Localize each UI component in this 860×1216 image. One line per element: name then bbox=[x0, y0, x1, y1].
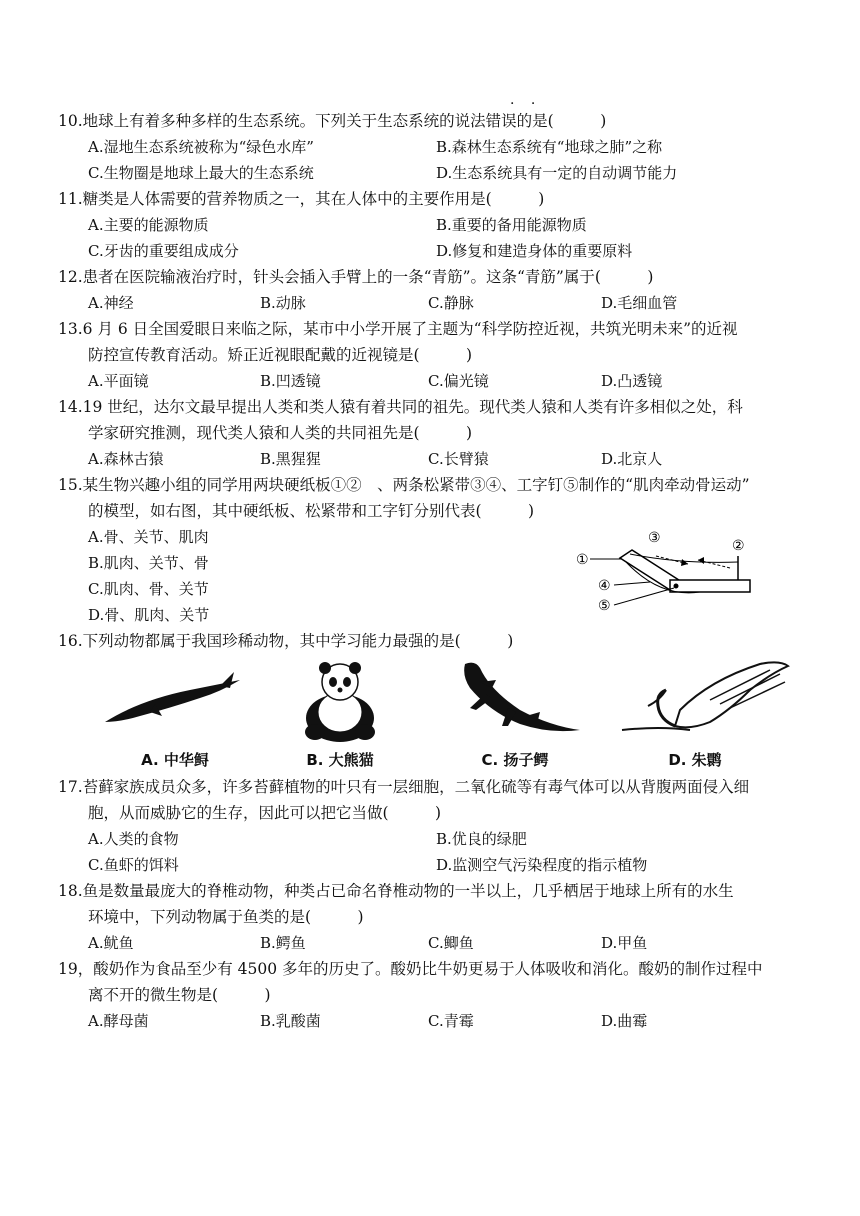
options-row bbox=[58, 826, 828, 852]
figure-label-4: ④ bbox=[598, 578, 611, 594]
question-stem-continued: 学家研究推测，现代类人猿和人类的共同祖先是( ) bbox=[88, 424, 473, 442]
option-a[interactable]: A.酵母菌 bbox=[88, 1012, 149, 1030]
options-row bbox=[58, 238, 828, 264]
option-c[interactable]: C.青霉 bbox=[428, 1012, 474, 1030]
leader-line bbox=[614, 582, 650, 585]
question-11 bbox=[58, 186, 828, 264]
option-a[interactable]: A.骨、关节、肌肉 bbox=[88, 528, 209, 546]
question-18 bbox=[58, 878, 828, 956]
question-14 bbox=[58, 394, 828, 472]
option-b[interactable]: B.黑猩猩 bbox=[260, 450, 321, 468]
figure-label-2: ② bbox=[732, 538, 745, 554]
ibis-icon bbox=[620, 660, 790, 742]
animal-options bbox=[100, 660, 790, 770]
option-b[interactable]: B.肌肉、关节、骨 bbox=[88, 554, 209, 572]
option-d[interactable]: D.生态系统具有一定的自动调节能力 bbox=[436, 164, 678, 182]
question-stem: 15.某生物兴趣小组的同学用两块硬纸板①② 、两条松紧带③④、工字钉⑤制作的“肌肉牵动骨运动” bbox=[58, 476, 750, 494]
option-b[interactable]: B.凹透镜 bbox=[260, 372, 321, 390]
question-stem-continued: 的模型，如右图，其中硬纸板、松紧带和工字钉分别代表( ) bbox=[88, 502, 535, 520]
question-12 bbox=[58, 264, 828, 316]
question-stem: 14.19 世纪，达尔文最早提出人类和类人猿有着共同的祖先。现代类人猿和人类有许多相似之处，科 bbox=[58, 398, 743, 416]
option-b[interactable]: B.鳄鱼 bbox=[260, 934, 306, 952]
question-stem-continued: 防控宣传教育活动。矫正近视眼配戴的近视镜是( ) bbox=[88, 346, 473, 364]
panda-icon bbox=[265, 660, 415, 742]
question-17 bbox=[58, 774, 828, 878]
option-a[interactable]: A.平面镜 bbox=[88, 372, 149, 390]
figure-label-1: ① bbox=[576, 552, 589, 568]
option-c[interactable]: C.鱼虾的饵料 bbox=[88, 856, 179, 874]
option-c[interactable]: C.牙齿的重要组成成分 bbox=[88, 242, 239, 260]
animal-option-b[interactable] bbox=[265, 660, 415, 770]
arrow-head bbox=[698, 557, 704, 564]
animal-option-d[interactable] bbox=[620, 660, 770, 770]
question-stem-continued: 环境中，下列动物属于鱼类的是( ) bbox=[88, 908, 364, 926]
board-2-shape bbox=[670, 580, 750, 592]
options-row bbox=[58, 852, 828, 878]
animal-caption: C. 扬子鳄 bbox=[481, 751, 549, 769]
option-a[interactable]: A.主要的能源物质 bbox=[88, 216, 209, 234]
option-d[interactable]: D.修复和建造身体的重要原料 bbox=[436, 242, 633, 260]
options-row bbox=[58, 160, 828, 186]
question-stem: 12.患者在医院输液治疗时，针头会插入手臂上的一条“青筋”。这条“青筋”属于( ) bbox=[58, 268, 654, 286]
question-19 bbox=[58, 956, 828, 1034]
option-c[interactable]: C.偏光镜 bbox=[428, 372, 489, 390]
question-stem: 19，酸奶作为食品至少有 4500 多年的历史了。酸奶比牛奶更易于人体吸收和消化。酸奶的制作过程中 bbox=[58, 960, 763, 978]
option-d[interactable]: D.甲鱼 bbox=[601, 934, 648, 952]
question-10 bbox=[58, 108, 828, 186]
option-d[interactable]: D.骨、肌肉、关节 bbox=[88, 606, 210, 624]
option-d[interactable]: D.毛细血管 bbox=[601, 294, 678, 312]
option-d[interactable]: D.监测空气污染程度的指示植物 bbox=[436, 856, 648, 874]
option-c[interactable]: C.鲫鱼 bbox=[428, 934, 474, 952]
question-stem: 11.糖类是人体需要的营养物质之一，其在人体中的主要作用是( ) bbox=[58, 190, 545, 208]
option-d[interactable]: D.曲霉 bbox=[601, 1012, 648, 1030]
options-row bbox=[58, 368, 828, 394]
animal-caption: D. 朱鹮 bbox=[668, 751, 722, 769]
pin-shape bbox=[674, 584, 679, 589]
question-stem: 13.6 月 6 日全国爱眼日来临之际，某市中小学开展了主题为“科学防控近视，共筑光明未来”的近视 bbox=[58, 320, 738, 338]
question-stem: 18.鱼是数量最庞大的脊椎动物，种类占已命名脊椎动物的一半以上，几乎栖居于地球上所有的水生 bbox=[58, 882, 734, 900]
animal-caption: B. 大熊猫 bbox=[306, 751, 374, 769]
question-stem: 16.下列动物都属于我国珍稀动物，其中学习能力最强的是( ) bbox=[58, 632, 514, 650]
alligator-icon bbox=[440, 660, 590, 742]
top-marks: · · bbox=[510, 96, 542, 112]
animal-caption: A. 中华鲟 bbox=[141, 751, 209, 769]
option-b[interactable]: B.森林生态系统有“地球之肺”之称 bbox=[436, 138, 663, 156]
option-a[interactable]: A.湿地生态系统被称为“绿色水库” bbox=[88, 138, 314, 156]
question-16 bbox=[58, 628, 828, 654]
options-row bbox=[58, 134, 828, 160]
option-d[interactable]: D.北京人 bbox=[601, 450, 663, 468]
question-stem-continued: 胞，从而威胁它的生存，因此可以把它当做( ) bbox=[88, 804, 442, 822]
option-b[interactable]: B.动脉 bbox=[260, 294, 306, 312]
leader-line bbox=[614, 588, 674, 605]
option-d[interactable]: D.凸透镜 bbox=[601, 372, 663, 390]
sturgeon-icon bbox=[100, 660, 250, 740]
option-c[interactable]: C.生物圈是地球上最大的生态系统 bbox=[88, 164, 314, 182]
option-b[interactable]: B.优良的绿肥 bbox=[436, 830, 527, 848]
option-a[interactable]: A.森林古猿 bbox=[88, 450, 164, 468]
option-c[interactable]: C.长臂猿 bbox=[428, 450, 489, 468]
question-stem-continued: 离不开的微生物是( ) bbox=[88, 986, 271, 1004]
question-stem: 17.苔藓家族成员众多，许多苔藓植物的叶只有一层细胞，二氧化硫等有毒气体可以从背腹两面侵入细 bbox=[58, 778, 750, 796]
option-b[interactable]: B.重要的备用能源物质 bbox=[436, 216, 587, 234]
option-a[interactable]: A.鱿鱼 bbox=[88, 934, 134, 952]
arrow-head bbox=[681, 559, 688, 566]
animal-option-c[interactable] bbox=[440, 660, 590, 770]
figure-label-5: ⑤ bbox=[598, 598, 611, 614]
figure-label-3: ③ bbox=[648, 530, 661, 546]
question-stem: 10.地球上有着多种多样的生态系统。下列关于生态系统的说法错误的是( ) bbox=[58, 112, 607, 130]
option-a[interactable]: A.神经 bbox=[88, 294, 134, 312]
question-13 bbox=[58, 316, 828, 394]
option-b[interactable]: B.乳酸菌 bbox=[260, 1012, 321, 1030]
option-c[interactable]: C.静脉 bbox=[428, 294, 474, 312]
animal-option-a[interactable] bbox=[100, 660, 250, 770]
options-row bbox=[58, 290, 828, 316]
options-row bbox=[58, 212, 828, 238]
options-row bbox=[58, 1008, 828, 1034]
option-a[interactable]: A.人类的食物 bbox=[88, 830, 179, 848]
muscle-bone-model-figure bbox=[570, 528, 770, 618]
option-c[interactable]: C.肌肉、骨、关节 bbox=[88, 580, 209, 598]
options-row bbox=[58, 446, 828, 472]
options-row bbox=[58, 930, 828, 956]
